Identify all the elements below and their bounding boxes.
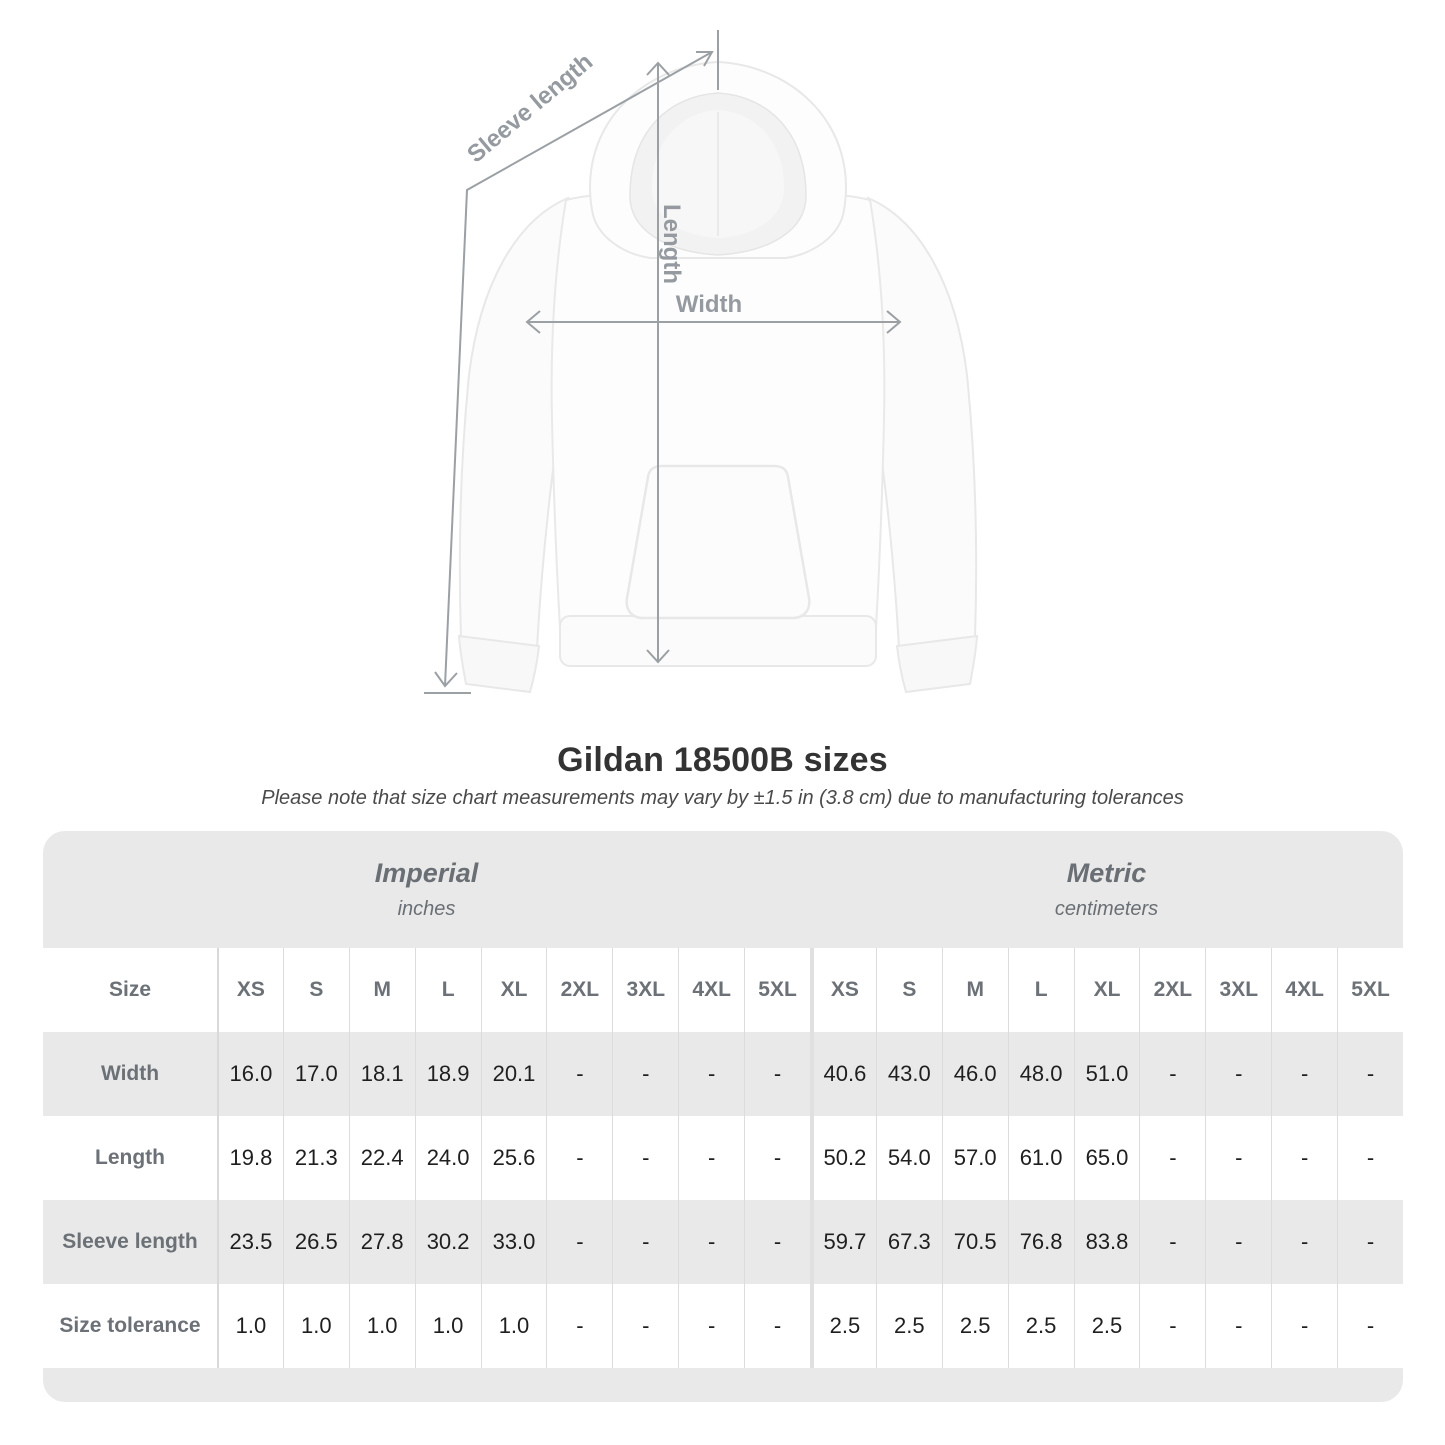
table-cell: - [1337, 1032, 1403, 1116]
table-cell: 20.1 [481, 1032, 547, 1116]
column-header: 2XL [1139, 948, 1205, 1032]
table-cell: - [678, 1116, 744, 1200]
row-label: Length [95, 1146, 165, 1169]
table-cell: 26.5 [283, 1200, 349, 1284]
table-cell: 2.5 [1008, 1284, 1074, 1368]
column-header: S [283, 948, 349, 1032]
imperial-group-header [43, 831, 810, 948]
table-cell: 18.9 [415, 1032, 481, 1116]
table-cell: - [1139, 1200, 1205, 1284]
column-header: 4XL [1271, 948, 1337, 1032]
column-header: 2XL [546, 948, 612, 1032]
table-cell: 65.0 [1074, 1116, 1140, 1200]
table-cell: - [1205, 1116, 1271, 1200]
table-cell: 22.4 [349, 1116, 415, 1200]
column-header: L [1008, 948, 1074, 1032]
column-header: M [942, 948, 1008, 1032]
table-cell: - [1337, 1284, 1403, 1368]
table-cell: - [678, 1032, 744, 1116]
size-chart-table [43, 831, 1403, 1402]
table-cell: 1.0 [415, 1284, 481, 1368]
table-cell: - [546, 1032, 612, 1116]
table-cell: - [744, 1032, 810, 1116]
table-cell: - [612, 1116, 678, 1200]
table-cell: 16.0 [217, 1032, 283, 1116]
width-label: Width [675, 291, 743, 318]
column-header: L [415, 948, 481, 1032]
caption-block [0, 741, 1445, 810]
table-cell: 2.5 [876, 1284, 942, 1368]
table-cell: 30.2 [415, 1200, 481, 1284]
tolerance-note: Please note that size chart measurements may vary by ±1.5 in (3.8 cm) due to manufacturing tolerances [261, 787, 1184, 809]
table-cell: - [1139, 1284, 1205, 1368]
table-cell: 21.3 [283, 1116, 349, 1200]
table-cell: 54.0 [876, 1116, 942, 1200]
table-cell: 1.0 [283, 1284, 349, 1368]
column-header-row [43, 948, 1403, 1032]
table-cell: 59.7 [810, 1200, 876, 1284]
table-cell: 27.8 [349, 1200, 415, 1284]
table-cell: - [1205, 1284, 1271, 1368]
table-cell: 51.0 [1074, 1032, 1140, 1116]
length-label: Length [658, 204, 685, 284]
row-label: Sleeve length [62, 1230, 198, 1253]
page-title: Gildan 18500B sizes [557, 741, 888, 779]
table-cell: - [744, 1200, 810, 1284]
table-cell: 1.0 [349, 1284, 415, 1368]
column-header: XS [810, 948, 876, 1032]
table-cell: 67.3 [876, 1200, 942, 1284]
table-footer-band [43, 1368, 1403, 1402]
table-cell: 61.0 [1008, 1116, 1074, 1200]
table-cell: 18.1 [349, 1032, 415, 1116]
table-cell: - [546, 1116, 612, 1200]
metric-subtitle: centimeters [1054, 898, 1159, 920]
table-cell: - [1271, 1116, 1337, 1200]
table-cell: - [546, 1200, 612, 1284]
table-cell: 25.6 [481, 1116, 547, 1200]
table-cell: - [612, 1200, 678, 1284]
table-cell: - [612, 1032, 678, 1116]
column-header: 4XL [678, 948, 744, 1032]
hoodie-illustration [459, 62, 977, 692]
column-header: XS [217, 948, 283, 1032]
table-cell: - [678, 1284, 744, 1368]
table-cell: - [546, 1284, 612, 1368]
column-header: 3XL [612, 948, 678, 1032]
table-cell: 2.5 [810, 1284, 876, 1368]
size-header: Size [108, 978, 152, 1001]
table-cell: - [1271, 1200, 1337, 1284]
table-row [43, 1284, 1403, 1368]
table-cell: 50.2 [810, 1116, 876, 1200]
table-cell: 76.8 [1008, 1200, 1074, 1284]
unit-group-header [43, 831, 1403, 948]
column-header: XL [1074, 948, 1140, 1032]
table-row [43, 1116, 1403, 1200]
column-header: 3XL [1205, 948, 1271, 1032]
table-cell: 57.0 [942, 1116, 1008, 1200]
table-cell: 40.6 [810, 1032, 876, 1116]
row-label: Size tolerance [59, 1314, 201, 1337]
imperial-subtitle: inches [397, 898, 456, 920]
table-cell: - [1205, 1200, 1271, 1284]
table-cell: - [1205, 1032, 1271, 1116]
metric-title: Metric [1066, 858, 1147, 888]
table-cell: - [1271, 1284, 1337, 1368]
table-cell: 1.0 [217, 1284, 283, 1368]
table-cell: 46.0 [942, 1032, 1008, 1116]
table-cell: 48.0 [1008, 1032, 1074, 1116]
table-cell: - [1337, 1200, 1403, 1284]
row-label: Width [100, 1062, 160, 1085]
column-header: 5XL [744, 948, 810, 1032]
table-cell: 70.5 [942, 1200, 1008, 1284]
table-cell: 23.5 [217, 1200, 283, 1284]
table-cell: - [744, 1116, 810, 1200]
table-cell: - [1271, 1032, 1337, 1116]
table-cell: 24.0 [415, 1116, 481, 1200]
sleeve-length-label: Sleeve length [462, 48, 599, 169]
table-body [43, 1032, 1403, 1368]
table-cell: - [612, 1284, 678, 1368]
table-cell: - [1139, 1032, 1205, 1116]
table-cell: - [678, 1200, 744, 1284]
table-row [43, 1032, 1403, 1116]
column-header: M [349, 948, 415, 1032]
table-cell: - [1139, 1116, 1205, 1200]
column-header: S [876, 948, 942, 1032]
table-cell: 2.5 [942, 1284, 1008, 1368]
table-cell: 33.0 [481, 1200, 547, 1284]
table-cell: 83.8 [1074, 1200, 1140, 1284]
imperial-title: Imperial [374, 858, 479, 888]
table-cell: - [744, 1284, 810, 1368]
table-row [43, 1200, 1403, 1284]
table-cell: - [1337, 1116, 1403, 1200]
table-cell: 19.8 [217, 1116, 283, 1200]
column-header: XL [481, 948, 547, 1032]
table-cell: 17.0 [283, 1032, 349, 1116]
column-header: 5XL [1337, 948, 1403, 1032]
table-cell: 43.0 [876, 1032, 942, 1116]
table-cell: 1.0 [481, 1284, 547, 1368]
table-cell: 2.5 [1074, 1284, 1140, 1368]
metric-group-header [810, 831, 1403, 948]
